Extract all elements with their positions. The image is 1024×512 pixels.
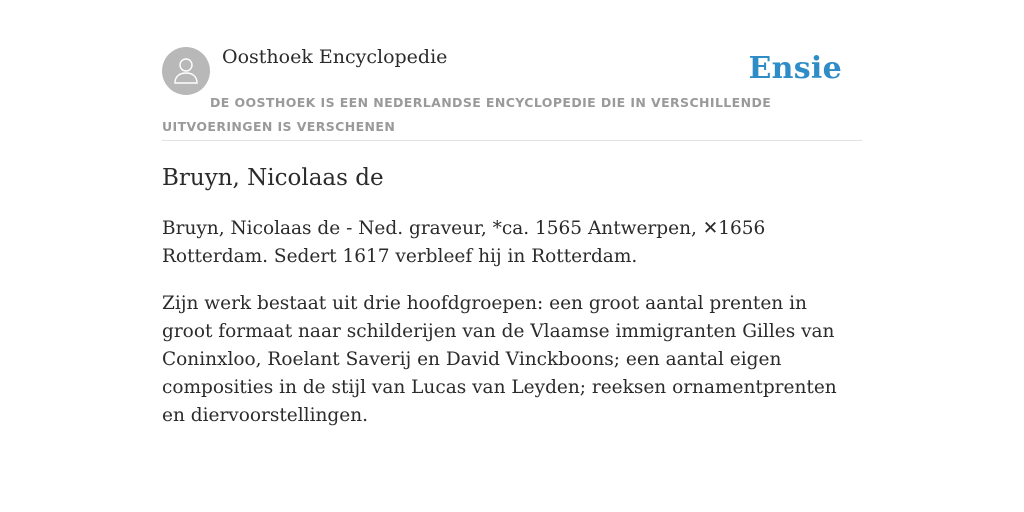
source-tagline: DE OOSTHOEK IS EEN NEDERLANDSE ENCYCLOPEDIE DIE IN VERSCHILLENDE UITVOERINGEN IS VERSCHENEN xyxy=(162,95,772,134)
source-header xyxy=(162,40,862,141)
user-icon xyxy=(172,56,200,86)
article xyxy=(162,160,862,430)
source-avatar[interactable] xyxy=(162,47,210,95)
article-paragraph: Bruyn, Nicolaas de - Ned. graveur, *ca. 1565 Antwerpen, ✕1656 Rotterdam. Sedert 1617 verbleef hij in Rotterdam. xyxy=(162,218,766,267)
ensie-logo[interactable]: Ensie xyxy=(748,51,842,86)
source-name-link[interactable]: Oosthoek Encyclopedie xyxy=(222,46,448,68)
article-title: Bruyn, Nicolaas de xyxy=(162,165,384,191)
article-paragraph: Zijn werk bestaat uit drie hoofdgroepen: een groot aantal prenten in groot formaat naar schilderijen van de Vlaamse immigranten Gilles van Coninxloo, Roelant Saverij en David Vinckboons; een aantal eigen composities in de stijl van Lucas van Leyden; reeksen ornamentprenten en diervoorstellingen. xyxy=(162,293,837,426)
